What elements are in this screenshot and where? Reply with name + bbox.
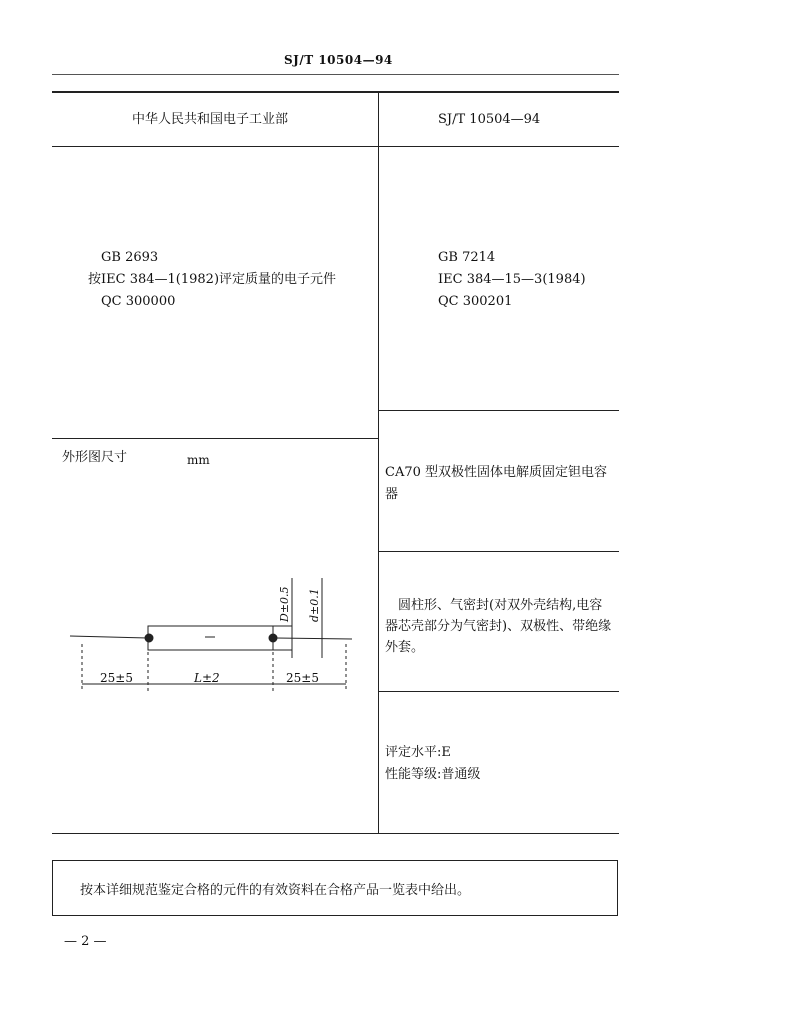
dim-right-label: 25±5 [286, 671, 319, 685]
dim-mid-label: L±2 [194, 671, 220, 685]
table-top-border [52, 91, 619, 93]
standard-number: SJ/T 10504—94 [438, 112, 541, 127]
performance-grade: 性能等级:普通级 [385, 767, 481, 782]
product-name-bottom [378, 551, 619, 552]
right-lead [276, 638, 352, 639]
dim-d-label: d±0.1 [308, 588, 321, 622]
dim-D-label: D±0.5 [278, 586, 291, 622]
page-header: SJ/T 10504—94 [284, 53, 393, 67]
left-seal [145, 634, 153, 642]
left-lead [70, 636, 148, 638]
table-center-divider [378, 91, 379, 834]
left-ref-iec: 按IEC 384—1(1982)评定质量的电子元件 [88, 272, 337, 287]
header-row-bottom [52, 146, 619, 147]
capacitor-outline-drawing [52, 560, 378, 700]
header-rule [52, 74, 619, 75]
footer-note: 按本详细规范鉴定合格的元件的有效资料在合格产品一览表中给出。 [80, 883, 471, 898]
table-bottom-border [52, 833, 619, 834]
dim-left-label: 25±5 [100, 671, 133, 685]
description-bottom [378, 691, 619, 692]
product-description: 圆柱形、气密封(对双外壳结构,电容器芯壳部分为气密封)、双极性、带绝缘外套。 [385, 598, 612, 655]
right-ref-iec: IEC 384—15—3(1984) [438, 272, 586, 287]
left-ref-gb: GB 2693 [101, 250, 159, 265]
right-ref-qc: QC 300201 [438, 294, 513, 309]
assessment-level: 评定水平:E [385, 745, 451, 760]
right-seal [269, 634, 277, 642]
right-ref-gb: GB 7214 [438, 250, 496, 265]
ministry-name: 中华人民共和国电子工业部 [132, 112, 289, 127]
capacitor-body [148, 626, 273, 650]
page-number: — 2 — [64, 934, 107, 949]
outline-unit: mm [187, 453, 210, 467]
outline-title: 外形图尺寸 [62, 450, 128, 465]
left-refs-bottom [52, 438, 378, 439]
product-name: CA70 型双极性固体电解质固定钽电容器 [385, 465, 608, 502]
right-refs-bottom [378, 410, 619, 411]
left-ref-qc: QC 300000 [101, 294, 176, 309]
